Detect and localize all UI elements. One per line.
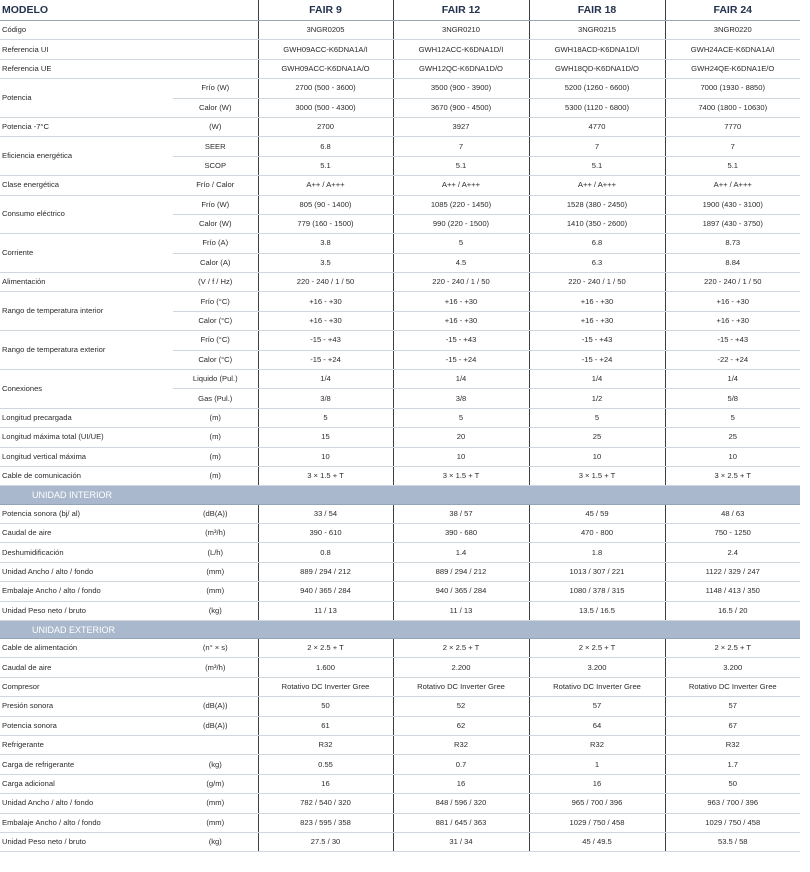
spec-value: GWH12ACC-K6DNA1D/I — [393, 40, 529, 59]
spec-label: Conexiones — [0, 370, 173, 409]
spec-value: 8.84 — [665, 253, 800, 272]
spec-value: 3.200 — [665, 658, 800, 677]
spec-value: 7 — [393, 137, 529, 156]
spec-value: 1410 (350 - 2600) — [529, 214, 665, 233]
header-row — [0, 0, 800, 21]
spec-value: 750 - 1250 — [665, 523, 800, 542]
section-title: UNIDAD INTERIOR — [0, 486, 800, 504]
spec-unit: (m) — [173, 466, 258, 485]
spec-value: 1897 (430 - 3750) — [665, 214, 800, 233]
spec-value: 220 - 240 / 1 / 50 — [665, 273, 800, 292]
spec-label: Cable de alimentación — [0, 639, 173, 658]
spec-value: 782 / 540 / 320 — [258, 794, 393, 813]
spec-row — [0, 736, 800, 755]
spec-value: 3 × 1.5 + T — [393, 466, 529, 485]
spec-value: 779 (160 - 1500) — [258, 214, 393, 233]
spec-value: 3 × 2.5 + T — [665, 466, 800, 485]
spec-unit: (g/m) — [173, 774, 258, 793]
spec-label: Presión sonora — [0, 697, 173, 716]
spec-value: 62 — [393, 716, 529, 735]
spec-value: 1528 (380 - 2450) — [529, 195, 665, 214]
spec-value: 45 / 59 — [529, 504, 665, 523]
spec-row — [0, 176, 800, 195]
spec-value: GWH24QE-K6DNA1E/O — [665, 59, 800, 78]
spec-value: 11 / 13 — [258, 601, 393, 620]
spec-label: Longitud precargada — [0, 408, 173, 427]
spec-unit — [173, 21, 258, 40]
spec-value: 889 / 294 / 212 — [258, 562, 393, 581]
spec-label: Embalaje Ancho / alto / fondo — [0, 813, 173, 832]
spec-label: Potencia sonora (bj/ al) — [0, 504, 173, 523]
spec-value: 64 — [529, 716, 665, 735]
spec-row — [0, 195, 800, 214]
spec-row — [0, 79, 800, 98]
spec-row — [0, 137, 800, 156]
spec-value: 16 — [258, 774, 393, 793]
spec-value: 10 — [393, 447, 529, 466]
spec-value: 220 - 240 / 1 / 50 — [529, 273, 665, 292]
spec-label: Cable de comunicación — [0, 466, 173, 485]
spec-value: -15 - +43 — [258, 331, 393, 350]
spec-value: A++ / A+++ — [393, 176, 529, 195]
spec-row — [0, 408, 800, 427]
spec-label: Referencia UE — [0, 59, 173, 78]
spec-label: Deshumidificación — [0, 543, 173, 562]
spec-unit: (W) — [173, 117, 258, 136]
spec-unit: Frío (W) — [173, 79, 258, 98]
spec-unit: (n° × s) — [173, 639, 258, 658]
spec-value: GWH09ACC-K6DNA1A/O — [258, 59, 393, 78]
spec-value: 7400 (1800 - 10630) — [665, 98, 800, 117]
spec-value: 57 — [665, 697, 800, 716]
spec-label: Unidad Peso neto / bruto — [0, 601, 173, 620]
spec-value: 7000 (1930 - 8850) — [665, 79, 800, 98]
spec-value: A++ / A+++ — [665, 176, 800, 195]
spec-value: 7 — [665, 137, 800, 156]
spec-value: 3 × 1.5 + T — [529, 466, 665, 485]
spec-value: 7 — [529, 137, 665, 156]
spec-value: 1.7 — [665, 755, 800, 774]
spec-unit — [173, 40, 258, 59]
spec-value: +16 - +30 — [393, 292, 529, 311]
spec-value: 0.8 — [258, 543, 393, 562]
spec-label: Alimentación — [0, 273, 173, 292]
spec-value: 5/8 — [665, 389, 800, 408]
spec-row — [0, 292, 800, 311]
spec-value: 50 — [258, 697, 393, 716]
spec-unit: (m³/h) — [173, 658, 258, 677]
spec-value: 3/8 — [393, 389, 529, 408]
spec-value: 10 — [258, 447, 393, 466]
spec-value: Rotativo DC Inverter Gree — [258, 677, 393, 696]
spec-value: 50 — [665, 774, 800, 793]
spec-value: 5300 (1120 - 6800) — [529, 98, 665, 117]
spec-label: Rango de temperatura exterior — [0, 331, 173, 370]
spec-value: R32 — [258, 736, 393, 755]
spec-value: 7770 — [665, 117, 800, 136]
spec-unit: Frío (°C) — [173, 331, 258, 350]
spec-unit: (kg) — [173, 755, 258, 774]
spec-unit: (dB(A)) — [173, 697, 258, 716]
spec-value: GWH09ACC-K6DNA1A/I — [258, 40, 393, 59]
spec-value: 940 / 365 / 284 — [393, 582, 529, 601]
spec-value: 2 × 2.5 + T — [258, 639, 393, 658]
spec-value: 61 — [258, 716, 393, 735]
spec-value: 20 — [393, 428, 529, 447]
spec-value: +16 - +30 — [665, 292, 800, 311]
spec-label: Corriente — [0, 234, 173, 273]
header-spacer — [173, 0, 258, 21]
spec-value: 848 / 596 / 320 — [393, 794, 529, 813]
spec-unit: (kg) — [173, 833, 258, 852]
spec-value: 2 × 2.5 + T — [529, 639, 665, 658]
spec-value: 6.3 — [529, 253, 665, 272]
spec-unit: SEER — [173, 137, 258, 156]
spec-value: 3500 (900 - 3900) — [393, 79, 529, 98]
spec-value: 2.200 — [393, 658, 529, 677]
spec-value: -15 - +24 — [529, 350, 665, 369]
spec-value: GWH18ACD-K6DNA1D/I — [529, 40, 665, 59]
spec-value: 3NGR0215 — [529, 21, 665, 40]
spec-row — [0, 40, 800, 59]
spec-value: 15 — [258, 428, 393, 447]
spec-value: 1/4 — [665, 370, 800, 389]
spec-value: 1029 / 750 / 458 — [665, 813, 800, 832]
spec-label: Potencia — [0, 79, 173, 118]
spec-value: 2.4 — [665, 543, 800, 562]
spec-unit: (dB(A)) — [173, 504, 258, 523]
spec-value: 3NGR0210 — [393, 21, 529, 40]
spec-value: 1148 / 413 / 350 — [665, 582, 800, 601]
spec-value: 5.1 — [258, 156, 393, 175]
spec-value: 67 — [665, 716, 800, 735]
spec-label: Potencia sonora — [0, 716, 173, 735]
spec-value: 1/4 — [393, 370, 529, 389]
spec-value: 45 / 49.5 — [529, 833, 665, 852]
spec-row — [0, 697, 800, 716]
spec-label: Unidad Ancho / alto / fondo — [0, 794, 173, 813]
spec-value: 1122 / 329 / 247 — [665, 562, 800, 581]
spec-label: Longitud vertical máxima — [0, 447, 173, 466]
spec-value: 390 - 680 — [393, 523, 529, 542]
spec-value: R32 — [665, 736, 800, 755]
spec-value: 5 — [665, 408, 800, 427]
spec-value: 2 × 2.5 + T — [393, 639, 529, 658]
spec-unit: Frío (W) — [173, 195, 258, 214]
spec-label: Unidad Ancho / alto / fondo — [0, 562, 173, 581]
spec-value: 38 / 57 — [393, 504, 529, 523]
spec-label: Código — [0, 21, 173, 40]
spec-value: 1.8 — [529, 543, 665, 562]
spec-label: Compresor — [0, 677, 173, 696]
spec-row — [0, 833, 800, 852]
spec-label: Refrigerante — [0, 736, 173, 755]
section-header-row — [0, 620, 800, 638]
spec-row — [0, 273, 800, 292]
spec-unit: Calor (A) — [173, 253, 258, 272]
spec-value: 220 - 240 / 1 / 50 — [258, 273, 393, 292]
model-header-fair12: FAIR 12 — [393, 0, 529, 21]
spec-row — [0, 562, 800, 581]
spec-value: 2700 — [258, 117, 393, 136]
spec-value: 5.1 — [529, 156, 665, 175]
spec-value: 33 / 54 — [258, 504, 393, 523]
spec-row — [0, 794, 800, 813]
spec-value: 16 — [529, 774, 665, 793]
spec-value: 3927 — [393, 117, 529, 136]
spec-value: 2700 (500 - 3600) — [258, 79, 393, 98]
spec-unit: (mm) — [173, 562, 258, 581]
spec-value: 3000 (500 - 4300) — [258, 98, 393, 117]
spec-value: Rotativo DC Inverter Gree — [665, 677, 800, 696]
spec-row — [0, 331, 800, 350]
spec-value: 1.600 — [258, 658, 393, 677]
spec-label: Carga de refrigerante — [0, 755, 173, 774]
spec-value: 53.5 / 58 — [665, 833, 800, 852]
spec-value: 0.7 — [393, 755, 529, 774]
spec-value: 5 — [258, 408, 393, 427]
spec-value: 5.1 — [665, 156, 800, 175]
spec-row — [0, 716, 800, 735]
spec-value: A++ / A+++ — [529, 176, 665, 195]
spec-value: 3670 (900 - 4500) — [393, 98, 529, 117]
spec-label: Caudal de aire — [0, 523, 173, 542]
spec-label: Caudal de aire — [0, 658, 173, 677]
spec-unit: Liquido (Pul.) — [173, 370, 258, 389]
spec-label: Referencia UI — [0, 40, 173, 59]
spec-value: 5 — [393, 234, 529, 253]
spec-value: 470 - 800 — [529, 523, 665, 542]
spec-row — [0, 582, 800, 601]
spec-unit: (mm) — [173, 582, 258, 601]
spec-label: Unidad Peso neto / bruto — [0, 833, 173, 852]
spec-value: 940 / 365 / 284 — [258, 582, 393, 601]
spec-row — [0, 774, 800, 793]
section-title: UNIDAD EXTERIOR — [0, 620, 800, 638]
spec-value: 1/4 — [258, 370, 393, 389]
spec-value: 16.5 / 20 — [665, 601, 800, 620]
spec-value: 57 — [529, 697, 665, 716]
spec-unit — [173, 736, 258, 755]
spec-row — [0, 677, 800, 696]
spec-row — [0, 543, 800, 562]
spec-row — [0, 504, 800, 523]
spec-value: 10 — [529, 447, 665, 466]
spec-value: 6.8 — [258, 137, 393, 156]
spec-value: 8.73 — [665, 234, 800, 253]
spec-value: +16 - +30 — [258, 292, 393, 311]
spec-row — [0, 447, 800, 466]
spec-label: Carga adicional — [0, 774, 173, 793]
spec-value: -15 - +43 — [665, 331, 800, 350]
spec-unit: (mm) — [173, 813, 258, 832]
spec-value: GWH18QD-K6DNA1D/O — [529, 59, 665, 78]
spec-value: 16 — [393, 774, 529, 793]
spec-unit — [173, 59, 258, 78]
spec-value: 48 / 63 — [665, 504, 800, 523]
spec-value: 31 / 34 — [393, 833, 529, 852]
spec-label: Potencia -7°C — [0, 117, 173, 136]
model-header-fair24: FAIR 24 — [665, 0, 800, 21]
spec-label: Eficiencia energética — [0, 137, 173, 176]
spec-row — [0, 755, 800, 774]
model-header-fair9: FAIR 9 — [258, 0, 393, 21]
spec-value: 2 × 2.5 + T — [665, 639, 800, 658]
spec-unit: (m³/h) — [173, 523, 258, 542]
spec-value: 1085 (220 - 1450) — [393, 195, 529, 214]
spec-row — [0, 601, 800, 620]
spec-row — [0, 523, 800, 542]
spec-unit: (m) — [173, 408, 258, 427]
spec-value: 990 (220 - 1500) — [393, 214, 529, 233]
spec-row — [0, 59, 800, 78]
spec-value: 6.8 — [529, 234, 665, 253]
spec-row — [0, 370, 800, 389]
spec-value: 4.5 — [393, 253, 529, 272]
spec-value: +16 - +30 — [665, 311, 800, 330]
model-header-fair18: FAIR 18 — [529, 0, 665, 21]
spec-value: R32 — [529, 736, 665, 755]
spec-value: +16 - +30 — [529, 292, 665, 311]
spec-value: +16 - +30 — [258, 311, 393, 330]
spec-value: 10 — [665, 447, 800, 466]
spec-value: 5 — [529, 408, 665, 427]
spec-value: 3 × 1.5 + T — [258, 466, 393, 485]
spec-value: 3.200 — [529, 658, 665, 677]
spec-value: 25 — [529, 428, 665, 447]
spec-unit: Calor (W) — [173, 98, 258, 117]
spec-value: 0.55 — [258, 755, 393, 774]
spec-unit: Calor (°C) — [173, 311, 258, 330]
spec-value: 1.4 — [393, 543, 529, 562]
spec-value: 25 — [665, 428, 800, 447]
spec-value: Rotativo DC Inverter Gree — [529, 677, 665, 696]
spec-value: A++ / A+++ — [258, 176, 393, 195]
spec-value: 13.5 / 16.5 — [529, 601, 665, 620]
spec-value: 1/4 — [529, 370, 665, 389]
spec-label: Clase energética — [0, 176, 173, 195]
spec-unit: Frío (°C) — [173, 292, 258, 311]
spec-unit: Frío (A) — [173, 234, 258, 253]
spec-value: 3NGR0220 — [665, 21, 800, 40]
spec-label: Longitud máxima total (UI/UE) — [0, 428, 173, 447]
spec-value: 5200 (1260 - 6600) — [529, 79, 665, 98]
spec-row — [0, 428, 800, 447]
spec-unit: Frío / Calor — [173, 176, 258, 195]
spec-unit: SCOP — [173, 156, 258, 175]
spec-value: 1080 / 378 / 315 — [529, 582, 665, 601]
spec-value: 1900 (430 - 3100) — [665, 195, 800, 214]
spec-row — [0, 813, 800, 832]
spec-value: 963 / 700 / 396 — [665, 794, 800, 813]
spec-value: 5 — [393, 408, 529, 427]
spec-value: 4770 — [529, 117, 665, 136]
spec-value: -15 - +43 — [529, 331, 665, 350]
spec-value: -15 - +24 — [393, 350, 529, 369]
spec-value: 889 / 294 / 212 — [393, 562, 529, 581]
spec-value: 11 / 13 — [393, 601, 529, 620]
spec-value: Rotativo DC Inverter Gree — [393, 677, 529, 696]
spec-row — [0, 21, 800, 40]
spec-value: 52 — [393, 697, 529, 716]
spec-value: +16 - +30 — [529, 311, 665, 330]
spec-value: 1029 / 750 / 458 — [529, 813, 665, 832]
spec-row — [0, 117, 800, 136]
spec-unit: (V / f / Hz) — [173, 273, 258, 292]
spec-unit: Calor (W) — [173, 214, 258, 233]
spec-value: -15 - +24 — [258, 350, 393, 369]
spec-unit: (m) — [173, 428, 258, 447]
spec-row — [0, 466, 800, 485]
spec-value: -22 - +24 — [665, 350, 800, 369]
spec-unit: (m) — [173, 447, 258, 466]
spec-unit: Gas (Pul.) — [173, 389, 258, 408]
spec-value: 27.5 / 30 — [258, 833, 393, 852]
spec-row — [0, 234, 800, 253]
spec-value: 1013 / 307 / 221 — [529, 562, 665, 581]
spec-value: -15 - +43 — [393, 331, 529, 350]
spec-row — [0, 658, 800, 677]
spec-unit: (dB(A)) — [173, 716, 258, 735]
spec-label: Consumo eléctrico — [0, 195, 173, 234]
spec-value: 881 / 645 / 363 — [393, 813, 529, 832]
spec-unit: (mm) — [173, 794, 258, 813]
spec-value: GWH24ACE-K6DNA1A/I — [665, 40, 800, 59]
spec-value: 390 - 610 — [258, 523, 393, 542]
spec-unit: Calor (°C) — [173, 350, 258, 369]
header-label: MODELO — [0, 0, 173, 21]
spec-unit — [173, 677, 258, 696]
spec-value: 805 (90 - 1400) — [258, 195, 393, 214]
spec-label: Embalaje Ancho / alto / fondo — [0, 582, 173, 601]
spec-unit: (L/h) — [173, 543, 258, 562]
spec-value: 220 - 240 / 1 / 50 — [393, 273, 529, 292]
spec-value: 3NGR0205 — [258, 21, 393, 40]
spec-value: 1 — [529, 755, 665, 774]
spec-value: GWH12QC-K6DNA1D/O — [393, 59, 529, 78]
spec-label: Rango de temperatura interior — [0, 292, 173, 331]
spec-value: 823 / 595 / 358 — [258, 813, 393, 832]
spec-value: 3.5 — [258, 253, 393, 272]
spec-value: 965 / 700 / 396 — [529, 794, 665, 813]
spec-value: 3/8 — [258, 389, 393, 408]
section-header-row — [0, 486, 800, 504]
spec-unit: (kg) — [173, 601, 258, 620]
spec-row — [0, 639, 800, 658]
spec-value: 5.1 — [393, 156, 529, 175]
spec-value: 1/2 — [529, 389, 665, 408]
spec-value: 3.8 — [258, 234, 393, 253]
spec-value: +16 - +30 — [393, 311, 529, 330]
spec-value: R32 — [393, 736, 529, 755]
